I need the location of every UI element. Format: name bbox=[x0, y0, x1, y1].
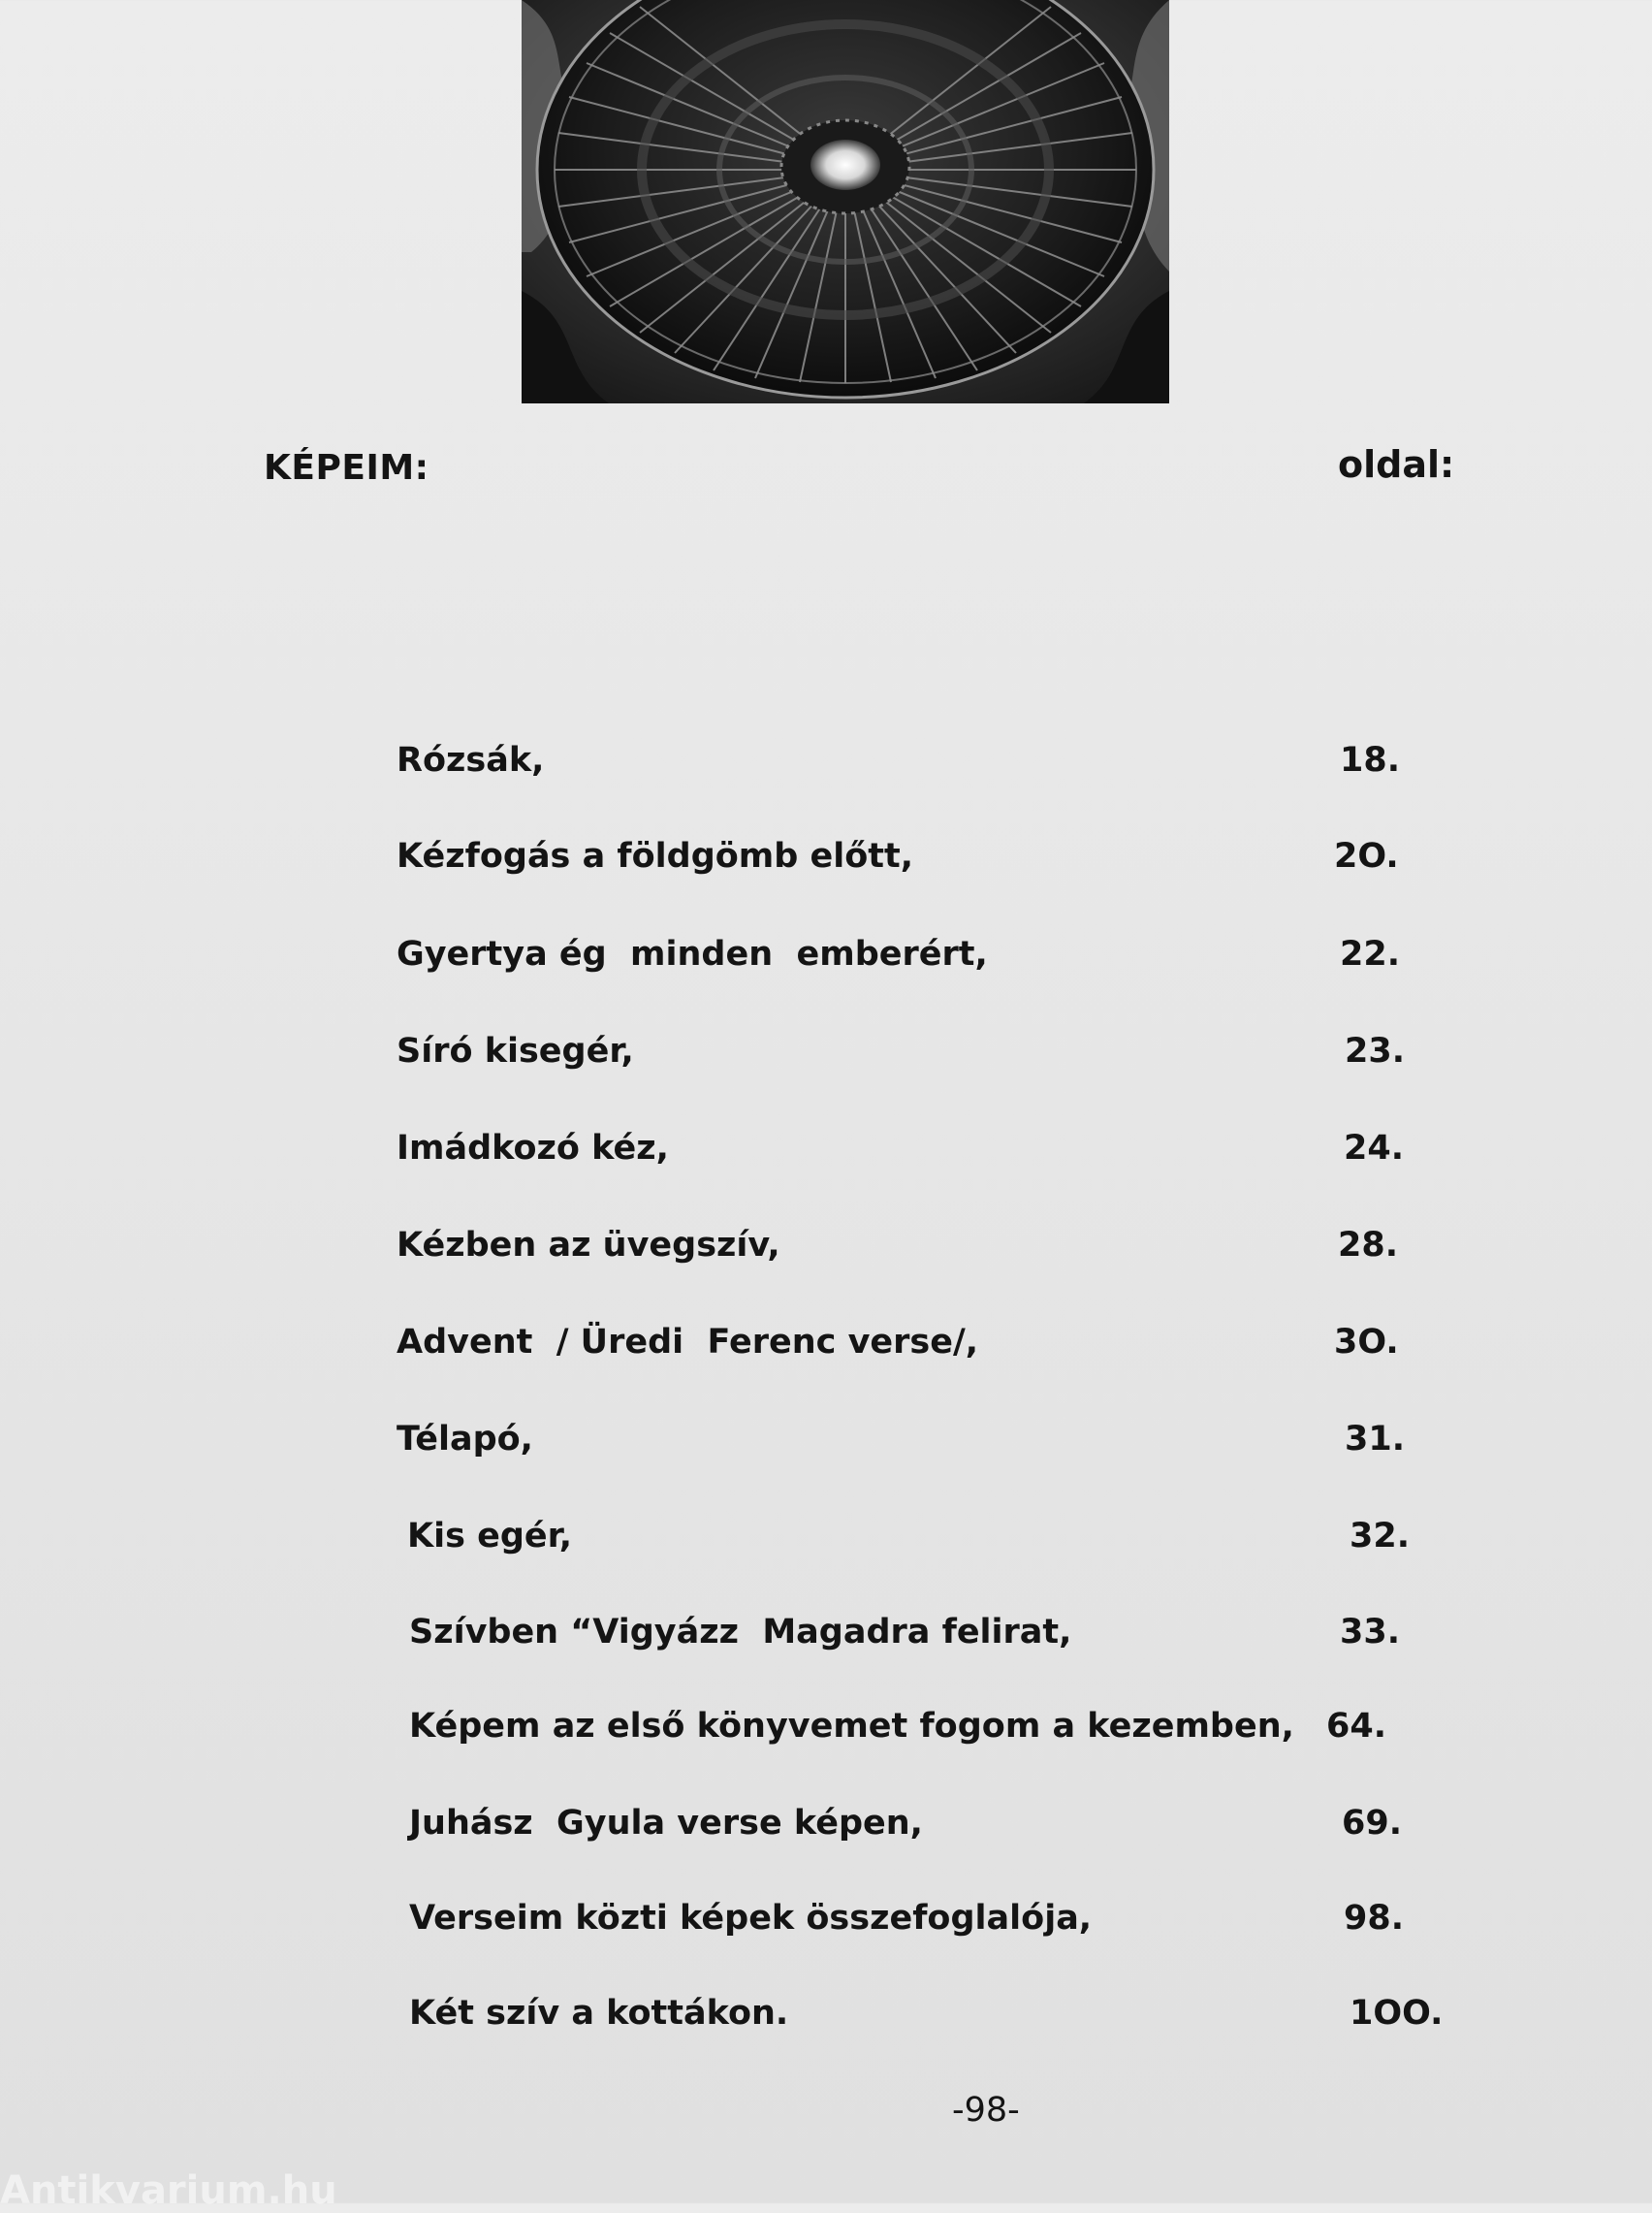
page-number: -98- bbox=[952, 2091, 1020, 2130]
toc-entry-page: 28. bbox=[1338, 1226, 1399, 1265]
wheel-illustration bbox=[522, 0, 1169, 403]
toc-entry bbox=[0, 1517, 1652, 1575]
toc-entry-title: Kézben az üvegszív, bbox=[397, 1226, 780, 1265]
toc-entry-page: 22. bbox=[1340, 935, 1401, 974]
toc-entry-title: Advent / Üredi Ferenc verse/, bbox=[397, 1323, 979, 1362]
toc-entry bbox=[0, 1226, 1652, 1284]
toc-entry-page: 24. bbox=[1344, 1129, 1405, 1168]
toc-entry-title: Télapó, bbox=[397, 1420, 533, 1459]
watermark: Antikvarium.hu bbox=[0, 2168, 337, 2213]
toc-entry bbox=[0, 1420, 1652, 1478]
toc-entry bbox=[0, 1323, 1652, 1381]
toc-entry-page: 2O. bbox=[1334, 837, 1399, 876]
toc-entry-title: Síró kisegér, bbox=[397, 1032, 634, 1071]
toc-entry-title: Szívben “Vigyázz Magadra felirat, bbox=[409, 1613, 1072, 1652]
toc-entry-page: 64. bbox=[1326, 1707, 1387, 1746]
toc-entry bbox=[0, 1129, 1652, 1187]
toc-entry-page: 23. bbox=[1345, 1032, 1406, 1071]
toc-entry bbox=[0, 1994, 1652, 2052]
toc-entry bbox=[0, 1804, 1652, 1862]
toc-entry bbox=[0, 1899, 1652, 1957]
toc-entry-page: 32. bbox=[1350, 1517, 1411, 1556]
toc-entry bbox=[0, 1707, 1652, 1765]
toc-entry-title: Juhász Gyula verse képen, bbox=[409, 1804, 923, 1843]
toc-entry bbox=[0, 1613, 1652, 1671]
toc-entry-title: Gyertya ég minden emberért, bbox=[397, 935, 988, 974]
toc-entry-page: 31. bbox=[1345, 1420, 1406, 1459]
toc-entry-title: Verseim közti képek összefoglalója, bbox=[409, 1899, 1093, 1938]
page-column-heading: oldal: bbox=[1338, 443, 1455, 486]
toc-entry-page: 69. bbox=[1342, 1804, 1403, 1843]
toc-entry bbox=[0, 1032, 1652, 1090]
toc-entry-title: Rózsák, bbox=[397, 741, 545, 780]
toc-entry-title: Imádkozó kéz, bbox=[397, 1129, 669, 1168]
section-heading: KÉPEIM: bbox=[264, 448, 429, 488]
radial-wheel-icon bbox=[522, 0, 1169, 403]
toc-entry-page: 3O. bbox=[1334, 1323, 1399, 1362]
toc-entry-page: 18. bbox=[1340, 741, 1401, 780]
toc-entry-title: Kis egér, bbox=[407, 1517, 573, 1556]
toc-entry-title: Két szív a kottákon. bbox=[409, 1994, 789, 2033]
toc-entry-title: Kézfogás a földgömb előtt, bbox=[397, 837, 914, 876]
toc-entry bbox=[0, 837, 1652, 895]
toc-entry-page: 1OO. bbox=[1350, 1994, 1444, 2033]
toc-entry-page: 33. bbox=[1340, 1613, 1401, 1652]
toc-entry bbox=[0, 741, 1652, 799]
toc-entry-title: Képem az első könyvemet fogom a kezemben, bbox=[409, 1707, 1294, 1746]
toc-entry bbox=[0, 935, 1652, 993]
toc-entry-page: 98. bbox=[1344, 1899, 1405, 1938]
